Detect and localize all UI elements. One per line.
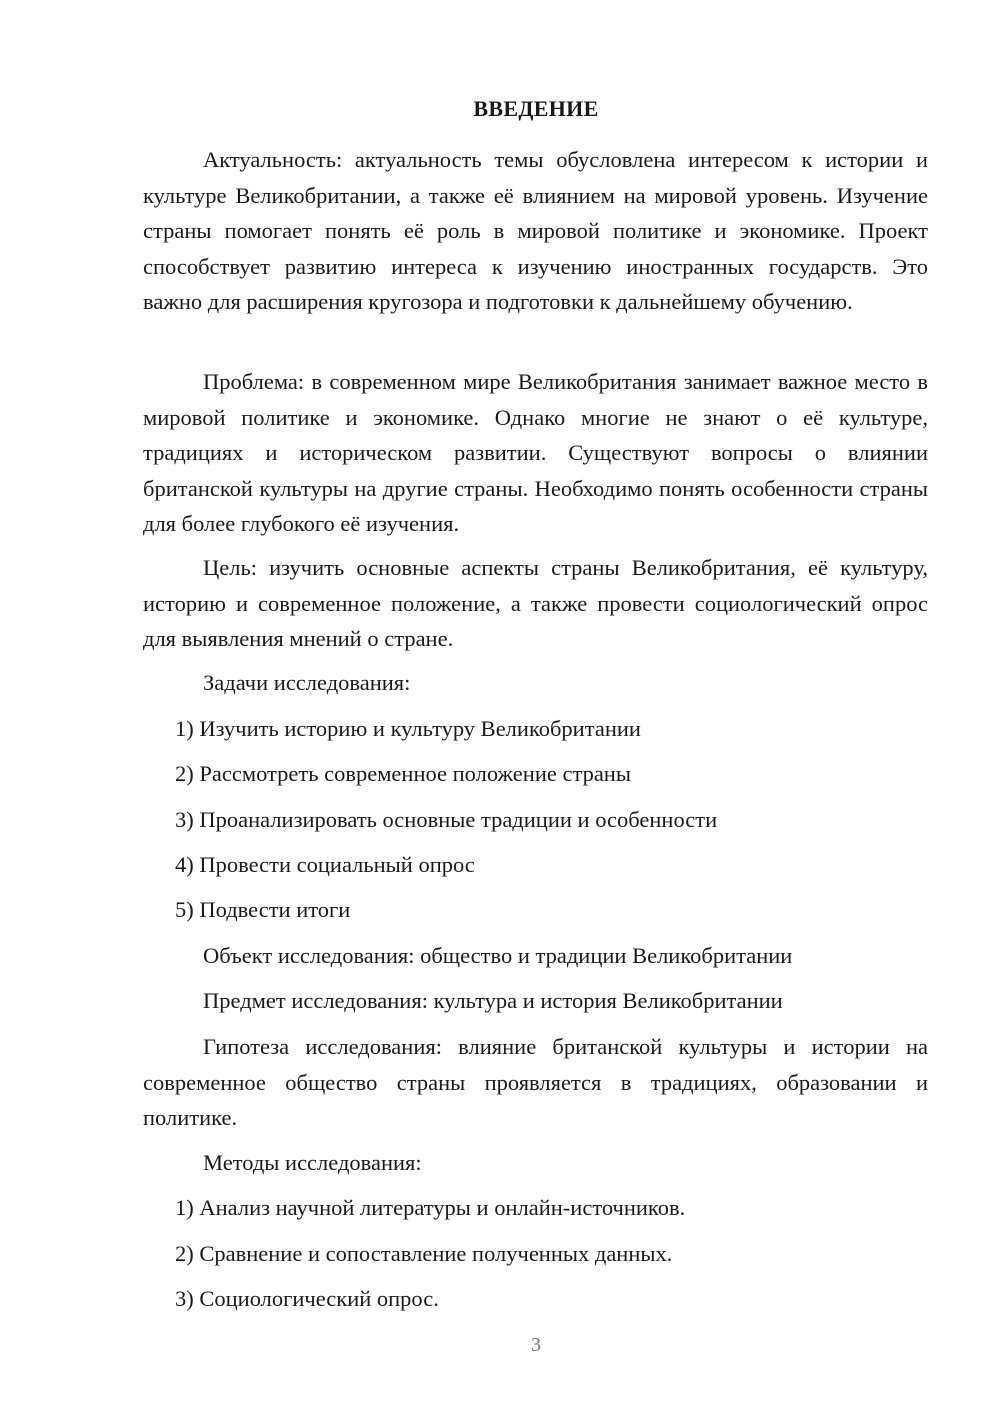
methods-heading: Методы исследования:	[203, 1150, 422, 1175]
task-item-4: 4) Провести социальный опрос	[175, 852, 475, 877]
task-item-2: 2) Рассмотреть современное положение страны	[175, 761, 631, 786]
page-title: ВВЕДЕНИЕ	[473, 96, 599, 121]
goal-paragraph: Цель: изучить основные аспекты страны Великобритания, её культуру, историю и современное положение, а также провести социологический опрос для выявления мнений о стране.	[143, 555, 928, 651]
task-item-3: 3) Проанализировать основные традиции и особенности	[175, 807, 718, 832]
task-item-1: 1) Изучить историю и культуру Великобритании	[175, 716, 641, 741]
task-item-5: 5) Подвести итоги	[175, 897, 351, 922]
page-number: 3	[531, 1334, 541, 1356]
tasks-heading: Задачи исследования:	[203, 670, 411, 695]
method-item-3: 3) Социологический опрос.	[175, 1286, 439, 1311]
hypothesis-paragraph: Гипотеза исследования: влияние британской культуры и истории на современное общество страны проявляется в традициях, образовании и политике.	[143, 1034, 928, 1130]
relevance-paragraph: Актуальность: актуальность темы обусловлена интересом к истории и культуре Великобритании, а также её влиянием на мировой уровень. Изучение страны помогает понять её роль в мировой политике и экономике. Проект способствует развитию интереса к изучению иностранных государств. Это важно для расширения кругозора и подготовки к дальнейшему обучению.	[143, 147, 928, 314]
problem-paragraph: Проблема: в современном мире Великобритания занимает важное место в мировой политике и экономике. Однако многие не знают о её культуре, традициях и историческом развитии. Существуют вопросы о влиянии британской культуры на другие страны. Необходимо понять особенности страны для более глубокого её изучения.	[143, 369, 928, 536]
research-object: Объект исследования: общество и традиции Великобритании	[203, 943, 793, 968]
method-item-2: 2) Сравнение и сопоставление полученных данных.	[175, 1241, 673, 1266]
method-item-1: 1) Анализ научной литературы и онлайн-источников.	[175, 1195, 686, 1220]
research-subject: Предмет исследования: культура и история Великобритании	[203, 988, 783, 1013]
